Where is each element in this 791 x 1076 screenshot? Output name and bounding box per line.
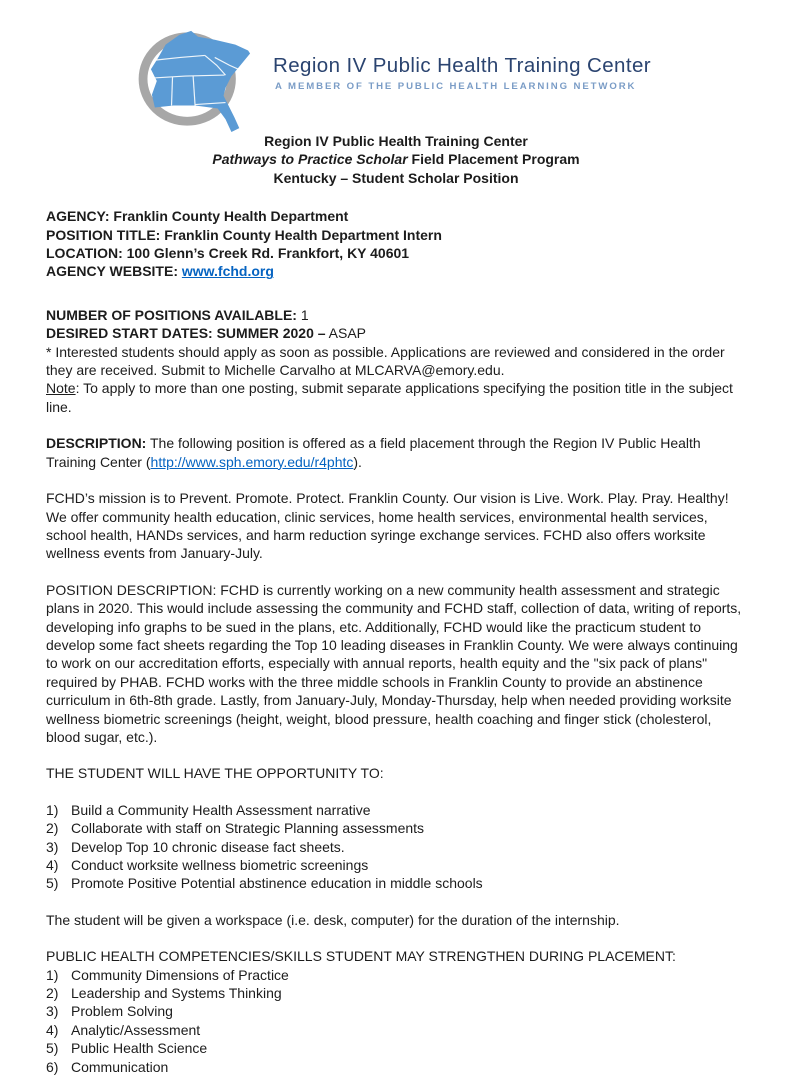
sph-emory-link[interactable]: http://www.sph.emory.edu/r4phtc [150, 453, 354, 470]
list-item [46, 819, 746, 837]
positions-block [46, 306, 746, 416]
list-item [46, 966, 746, 984]
item-number: 4) [46, 857, 59, 873]
list-item [46, 1058, 746, 1076]
item-text: Build a Community Health Assessment narrative [71, 801, 371, 818]
website-label: AGENCY WEBSITE: [46, 263, 182, 280]
position-title-line [46, 226, 746, 244]
fchd-website-link[interactable]: www.fchd.org [181, 263, 274, 280]
item-number: 1) [46, 801, 59, 818]
description-text-before-link: The following position is offered as a field placement through the Region IV Public Health Training Center ( [46, 435, 701, 470]
mission-paragraph: FCHD’s mission is to Prevent. Promote. Protect. Franklin County. Our vision is Live. Work. Play. Pray. Healthy! We offer community health education, clinic services, home health services, environmental health services, school health, HANDs services, and harm reduction syringe exchange services. FCHD also offers worksite wellness events from January-July. [46, 490, 729, 562]
document-body [46, 132, 746, 1076]
doc-title-line-3: Kentucky – Student Scholar Position [273, 169, 519, 186]
description-text-after-link: ). [353, 453, 362, 470]
item-text: Develop Top 10 chronic disease fact sheets. [71, 838, 345, 855]
website-line [46, 262, 746, 280]
item-text: Conduct worksite wellness biometric screenings [71, 857, 369, 873]
start-dates-value: ASAP [325, 325, 366, 342]
doc-title-program-rest: Field Placement Program [407, 151, 580, 168]
opportunity-list [46, 801, 746, 893]
item-text: Community Dimensions of Practice [71, 966, 289, 983]
list-item [46, 1039, 746, 1057]
doc-title-block [46, 132, 746, 187]
item-text: Leadership and Systems Thinking [71, 985, 282, 1002]
item-text: Public Health Science [71, 1040, 208, 1057]
number-of-positions-line [46, 306, 746, 324]
agency-block [46, 207, 746, 281]
doc-title-line-2 [46, 150, 746, 168]
location-label: LOCATION: [46, 245, 123, 262]
position-description-paragraph: POSITION DESCRIPTION: FCHD is currently working on a new community health assessment and strategic plans in 2020. This would include assessing the community and FCHD staff, collection of data, writing of reports, developing info graphs to be sued in the plans, etc. Additionally, FCHD would like the practicum student to develop some fact sheets regarding the Top 10 leading diseases in Franklin County. We were always continuing to work on our accreditation efforts, especially with annual reports, health equity and the "six pack of plans" required by PHAB. FCHD works with the three middle schools in Franklin County to provide an abstinence curriculum in 6th-8th grade. Lastly, from January-July, Monday-Thursday, help when needed providing worksite wellness biometric screenings (height, weight, blood pressure, health coaching and finger stick (cholesterol, blood sugar, etc.). [46, 581, 742, 745]
position-title-label: POSITION TITLE: [46, 226, 161, 243]
agency-value: Franklin County Health Department [109, 208, 349, 225]
note-rest: : To apply to more than one posting, submit separate applications specifying the position title in the subject line. [46, 380, 733, 415]
item-number: 2) [46, 985, 59, 1002]
location-value: 100 Glenn’s Creek Rd. Frankfort, KY 40601 [122, 245, 410, 262]
competencies-list [46, 966, 746, 1076]
note-word: Note [46, 380, 76, 397]
start-dates-label: DESIRED START DATES: SUMMER 2020 – [46, 325, 326, 342]
list-item [46, 801, 746, 819]
agency-line [46, 207, 746, 225]
logo-title: Region IV Public Health Training Center [273, 54, 651, 77]
competencies-heading: PUBLIC HEALTH COMPETENCIES/SKILLS STUDENT MAY STRENGTHEN DURING PLACEMENT: [46, 948, 676, 965]
item-text: Promote Positive Potential abstinence education in middle schools [71, 875, 483, 892]
list-item [46, 1002, 746, 1020]
item-text: Problem Solving [71, 1003, 173, 1020]
opportunity-heading: THE STUDENT WILL HAVE THE OPPORTUNITY TO: [46, 765, 384, 782]
list-item [46, 856, 746, 874]
doc-title-program-name: Pathways to Practice Scholar [212, 151, 408, 168]
list-item [46, 838, 746, 856]
logo-text [273, 54, 651, 92]
item-number: 1) [46, 966, 59, 983]
apply-note: * Interested students should apply as soon as possible. Applications are reviewed and considered in the order they are received. Submit to Michelle Carvalho at MLCARVA@emory.edu. [46, 343, 725, 379]
number-of-positions-label: NUMBER OF POSITIONS AVAILABLE: [46, 306, 297, 323]
item-number: 6) [46, 1058, 59, 1075]
position-title-value: Franklin County Health Department Intern [160, 226, 442, 243]
description-paragraph [46, 434, 746, 471]
item-number: 3) [46, 1003, 59, 1020]
logo-row [36, 24, 746, 128]
item-number: 4) [46, 1021, 59, 1038]
item-number: 2) [46, 820, 59, 837]
note-line [46, 379, 746, 416]
item-number: 5) [46, 1040, 59, 1057]
location-line [46, 244, 746, 262]
number-of-positions-value: 1 [296, 306, 309, 323]
item-text: Collaborate with staff on Strategic Planning assessments [71, 820, 425, 837]
agency-label: AGENCY: [46, 208, 110, 225]
item-text: Communication [71, 1058, 169, 1075]
region-iv-map-logo-icon [131, 26, 269, 134]
doc-title-line-1: Region IV Public Health Training Center [264, 133, 528, 149]
list-item [46, 984, 746, 1002]
item-text: Analytic/Assessment [71, 1021, 201, 1038]
item-number: 5) [46, 875, 59, 892]
logo-subtitle: A MEMBER OF THE PUBLIC HEALTH LEARNING NETWORK [275, 81, 637, 92]
workspace-paragraph: The student will be given a workspace (i.e. desk, computer) for the duration of the internship. [46, 911, 620, 928]
item-number: 3) [46, 838, 59, 855]
start-dates-line [46, 324, 746, 342]
list-item [46, 874, 746, 892]
description-label: DESCRIPTION: [46, 435, 147, 452]
